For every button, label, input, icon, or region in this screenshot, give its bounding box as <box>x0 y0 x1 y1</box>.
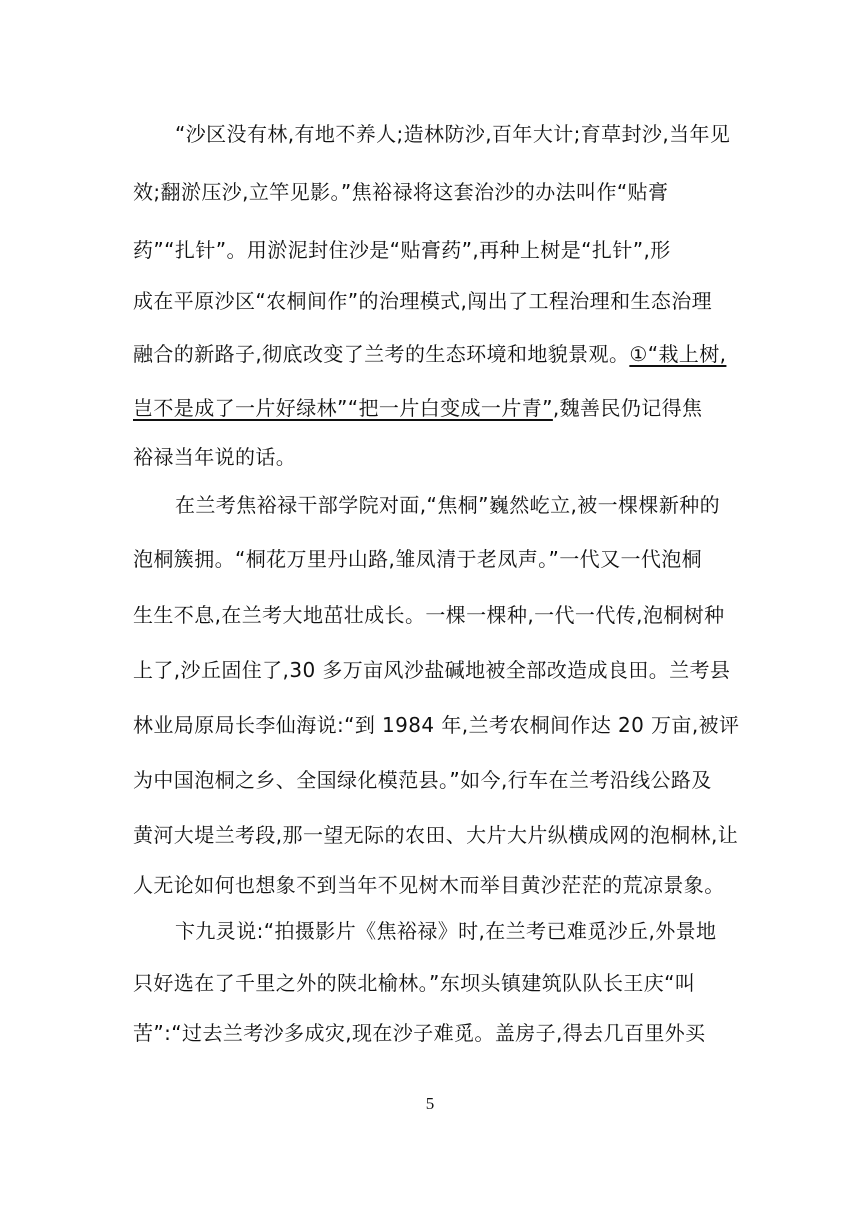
text-line: 林业局原局长李仙海说:“到 1984 年,兰考农桐间作达 20 万亩,被评 <box>133 713 740 737</box>
text-line: 效;翻淤压沙,立竿见影。”焦裕禄将这套治沙的办法叫作“贴膏 <box>133 180 669 204</box>
text-line: 在兰考焦裕禄干部学院对面,“焦桐”巍然屹立,被一棵棵新种的 <box>175 493 721 517</box>
text-line: 泡桐簇拥。“桐花万里丹山路,雏凤清于老凤声。”一代又一代泡桐 <box>133 547 703 571</box>
text-line: 生生不息,在兰考大地茁壮成长。一棵一棵种,一代一代传,泡桐树种 <box>133 603 725 627</box>
page-number: 5 <box>425 1094 435 1113</box>
text-line: 黄河大堤兰考段,那一望无际的农田、大片大片纵横成网的泡桐林,让 <box>133 823 739 847</box>
text-line: “沙区没有林,有地不养人;造林防沙,百年大计;育草封沙,当年见 <box>175 122 731 146</box>
text-span: ,魏善民仍记得焦 <box>552 396 703 420</box>
text-line: 成在平原沙区“农桐间作”的治理模式,闯出了工程治理和生态治理 <box>133 289 713 313</box>
text-line: 卞九灵说:“拍摄影片《焦裕禄》时,在兰考已难觅沙丘,外景地 <box>175 919 717 943</box>
text-line <box>133 341 726 367</box>
text-line: 为中国泡桐之乡、全国绿化模范县。”如今,行车在兰考沿线公路及 <box>133 768 712 792</box>
underlined-quote: ①“栽上树, <box>629 342 727 366</box>
text-line: 药”“扎针”。用淤泥封住沙是“贴膏药”,再种上树是“扎针”,形 <box>133 238 671 262</box>
text-line: 人无论如何也想象不到当年不见树木而举目黄沙茫茫的荒凉景象。 <box>133 873 725 897</box>
text-line: 苦”:“过去兰考沙多成灾,现在沙子难觅。盖房子,得去几百里外买 <box>133 1021 706 1045</box>
text-line <box>133 395 702 421</box>
underlined-quote: 岂不是成了一片好绿林”“把一片白变成一片青” <box>133 396 553 420</box>
text-line: 裕禄当年说的话。 <box>133 445 297 469</box>
text-line: 上了,沙丘固住了,30 多万亩风沙盐碱地被全部改造成良田。兰考县 <box>133 658 731 682</box>
text-span: 融合的新路子,彻底改变了兰考的生态环境和地貌景观。 <box>133 342 630 366</box>
text-line: 只好选在了千里之外的陕北榆林。”东坝头镇建筑队队长王庆“叫 <box>133 971 696 995</box>
